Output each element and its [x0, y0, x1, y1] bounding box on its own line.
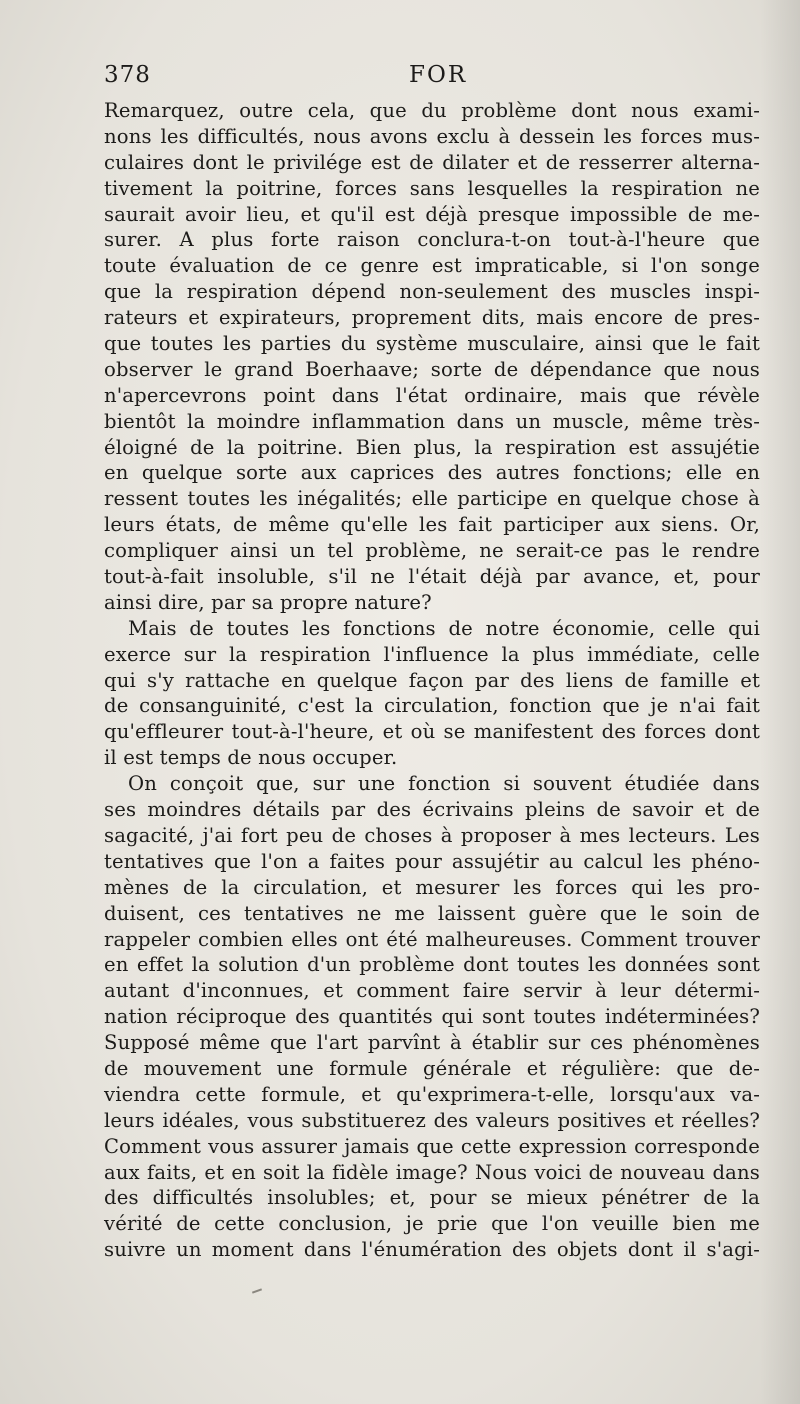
running-head: FOR	[409, 62, 468, 88]
text-line: que la respiration dépend non-seulement des muscles inspi-	[104, 280, 760, 304]
text-line: leurs états, de même qu'elle les fait participer aux siens. Or,	[104, 513, 760, 537]
text-line: aux faits, et en soit la fidèle image? Nous voici de nouveau dans	[104, 1160, 760, 1184]
text-line: Supposé même que l'art parvînt à établir sur ces phénomènes	[104, 1031, 760, 1055]
text-line: suivre un moment dans l'énumération des objets dont il s'agi-	[104, 1238, 760, 1262]
text-line: de consanguinité, c'est la circulation, fonction que je n'ai fait	[104, 694, 760, 718]
text-line: vérité de cette conclusion, je prie que l'on veuille bien me	[104, 1212, 760, 1236]
ink-mark	[252, 1288, 262, 1293]
text-line: qu'effleurer tout-à-l'heure, et où se manifestent des forces dont	[104, 720, 760, 744]
text-line: bientôt la moindre inflammation dans un muscle, même très-	[104, 409, 760, 433]
text-line: observer le grand Boerhaave; sorte de dépendance que nous	[104, 357, 760, 381]
text-line: Mais de toutes les fonctions de notre économie, celle qui	[128, 616, 760, 640]
text-line: tout-à-fait insoluble, s'il ne l'était déjà par avance, et, pour	[104, 565, 760, 589]
text-line: que toutes les parties du système musculaire, ainsi que le fait	[104, 332, 760, 356]
text-line: qui s'y rattache en quelque façon par des liens de famille et	[104, 668, 760, 692]
text-line: duisent, ces tentatives ne me laissent guère que le soin de	[104, 901, 760, 925]
text-line: des difficultés insolubles; et, pour se mieux pénétrer de la	[104, 1186, 760, 1210]
text-line: en quelque sorte aux caprices des autres fonctions; elle en	[104, 461, 760, 485]
page-edge-shadow	[760, 0, 800, 1404]
text-line: saurait avoir lieu, et qu'il est déjà presque impossible de me-	[104, 202, 760, 226]
text-line: sagacité, j'ai fort peu de choses à proposer à mes lecteurs. Les	[104, 823, 760, 847]
text-line: toute évaluation de ce genre est impraticable, si l'on songe	[104, 254, 760, 278]
text-line: nation réciproque des quantités qui sont toutes indéterminées?	[104, 1005, 760, 1029]
text-line: Comment vous assurer jamais que cette expression corresponde	[104, 1134, 760, 1158]
text-line: ressent toutes les inégalités; elle participe en quelque chose à	[104, 487, 760, 511]
text-line: On conçoit que, sur une fonction si souvent étudiée dans	[128, 772, 760, 796]
text-line: viendra cette formule, et qu'exprimera-t-elle, lorsqu'aux va-	[104, 1082, 760, 1106]
text-line: surer. A plus forte raison conclura-t-on tout-à-l'heure que	[104, 228, 760, 252]
text-line: autant d'inconnues, et comment faire servir à leur détermi-	[104, 979, 760, 1003]
text-line: éloigné de la poitrine. Bien plus, la respiration est assujétie	[104, 435, 760, 459]
text-line: tentatives que l'on a faites pour assujétir au calcul les phéno-	[104, 849, 760, 873]
text-line: il est temps de nous occuper.	[104, 746, 398, 770]
page-header	[104, 62, 764, 94]
text-line: mènes de la circulation, et mesurer les forces qui les pro-	[104, 875, 760, 899]
text-line: rappeler combien elles ont été malheureuses. Comment trouver	[104, 927, 760, 951]
text-line: tivement la poitrine, forces sans lesquelles la respiration ne	[104, 176, 760, 200]
text-line: n'apercevrons point dans l'état ordinaire, mais que révèle	[104, 383, 760, 407]
body-text	[104, 98, 760, 1263]
text-line: leurs idéales, vous substituerez des valeurs positives et réelles?	[104, 1108, 760, 1132]
text-line: ainsi dire, par sa propre nature?	[104, 590, 432, 614]
text-line: nons les difficultés, nous avons exclu à dessein les forces mus-	[104, 124, 760, 148]
text-line: rateurs et expirateurs, proprement dits, mais encore de pres-	[104, 306, 760, 330]
text-line: en effet la solution d'un problème dont toutes les données sont	[104, 953, 760, 977]
text-line: Remarquez, outre cela, que du problème dont nous exami-	[104, 99, 760, 122]
page-number: 378	[104, 62, 151, 88]
text-line: exerce sur la respiration l'influence la plus immédiate, celle	[104, 642, 760, 666]
text-line: compliquer ainsi un tel problème, ne serait-ce pas le rendre	[104, 539, 760, 563]
text-line: de mouvement une formule générale et régulière: que de-	[104, 1056, 760, 1080]
text-line: ses moindres détails par des écrivains pleins de savoir et de	[104, 798, 760, 822]
text-line: culaires dont le privilége est de dilater et de resserrer alterna-	[104, 150, 760, 174]
